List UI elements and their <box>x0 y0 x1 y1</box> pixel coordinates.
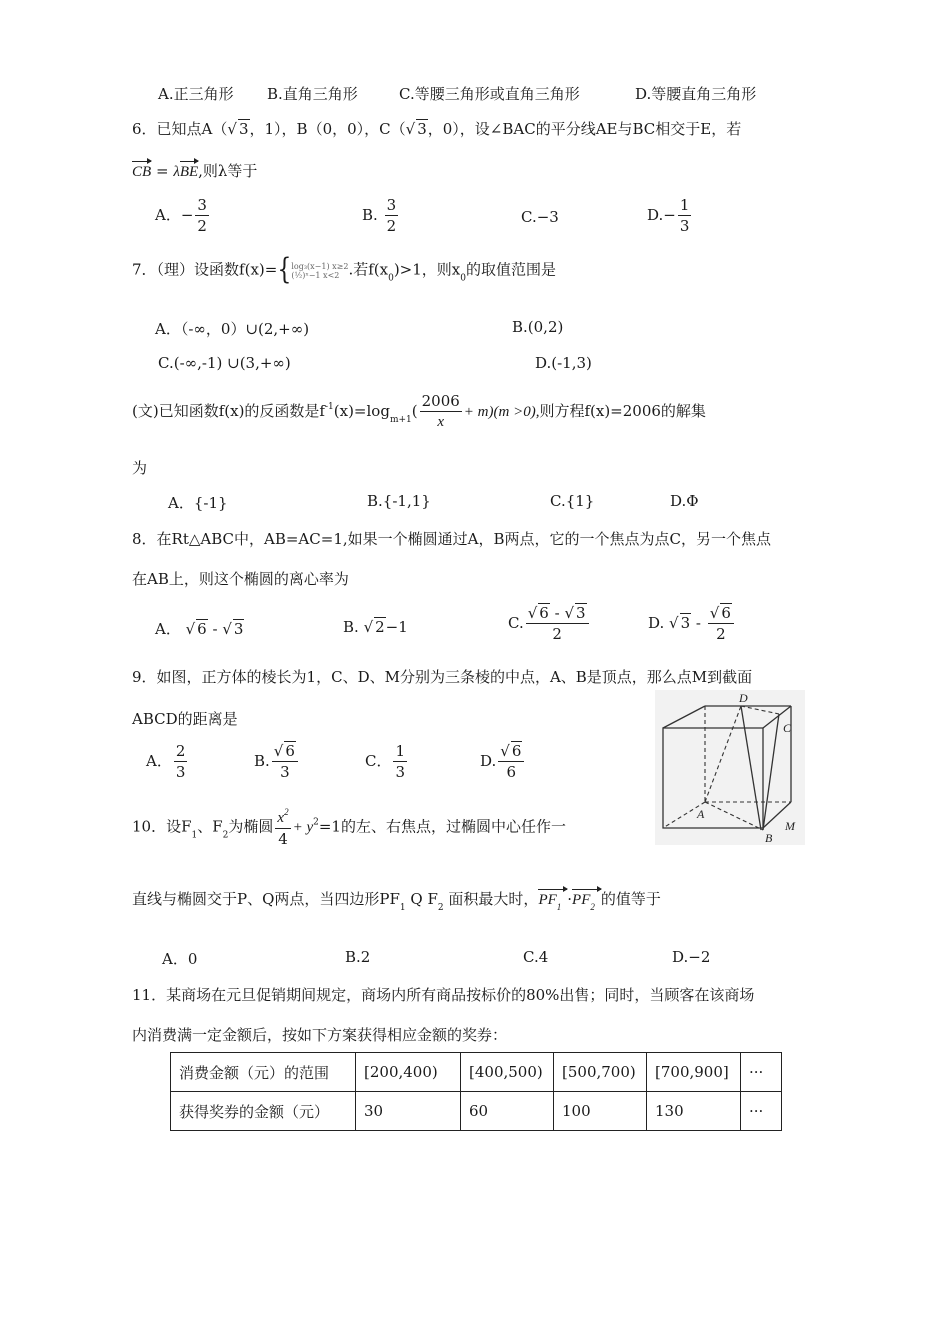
q10-line2 <box>132 888 661 913</box>
q8-c-r6: 6 <box>539 604 549 622</box>
q5-option-c: C.等腰三角形或直角三角形 <box>399 85 580 103</box>
q7w-plus-m: + m)(m >0), <box>463 404 540 420</box>
q9-b-den: 3 <box>280 763 290 781</box>
q8-a-r6: 6 <box>197 620 207 638</box>
q10-pf1-sub: 1 <box>556 902 562 912</box>
q9-option-a <box>146 744 189 780</box>
q10-mid1: 、F <box>197 817 223 836</box>
q7w-tail: 则方程f(x)=2006的解集 <box>539 402 706 420</box>
q6-a-den: 2 <box>197 217 207 235</box>
q7w-option-b: B.{-1,1} <box>367 492 431 510</box>
table-cell: ··· <box>741 1053 782 1092</box>
q7w-stem: (文)已知函数f(x)的反函数是$f^{-1}(x)=\log_{m+1}$( $\frac{2006}{x}$ + m)(m >0),则方程f(x)=2006的解集 <box>132 392 706 430</box>
q7w-option-c: C.{1} <box>550 492 595 510</box>
q10-option-a: A．0 <box>162 950 198 968</box>
q10-lead: 10．设F <box>132 817 192 836</box>
q10-pf1: PF <box>538 892 557 908</box>
q6-text-c: ，0），设∠BAC的平分线AE与BC相交于E，若 <box>427 120 742 138</box>
q10-line2-sub2: 2 <box>437 903 444 913</box>
q7-stem <box>132 254 556 287</box>
table-cell: 100 <box>554 1092 647 1131</box>
q10-option-c: C.4 <box>523 948 549 966</box>
q8-a-label: A． <box>155 620 181 638</box>
label-d: D <box>739 691 748 705</box>
q9-a-label: A． <box>146 752 172 770</box>
q6-vec-cb: CB <box>132 161 151 181</box>
q7w-option-d: D.Φ <box>670 492 699 510</box>
q7-piecewise <box>291 262 348 280</box>
q9-line2: ABCD的距离是 <box>132 710 238 728</box>
q7-tail-c: 的取值范围是 <box>465 260 556 279</box>
q9-a-den: 3 <box>175 763 186 781</box>
q7-piece-bottom: (½)ˣ−1 x<2 <box>291 270 340 280</box>
q7-option-c: C.(-∞,-1) ∪(3,+∞) <box>158 354 291 372</box>
q10-den4: 4 <box>278 830 288 848</box>
reward-table <box>170 1052 782 1131</box>
q10-dot: · <box>567 890 573 908</box>
q8-d-r6: 6 <box>721 604 731 622</box>
q9-option-d: D. $\frac{√ 6}{6}$ <box>480 744 526 780</box>
table-cell: [500,700) <box>554 1053 647 1092</box>
q6-option-b <box>362 198 400 234</box>
q10-mid2: 为椭圆 <box>228 817 274 836</box>
q7w-option-a: A．{-1} <box>168 494 228 512</box>
q7w-frac-num: 2006 <box>421 392 460 410</box>
q11-line1: 11．某商场在元旦促销期间规定，商场内所有商品按标价的80%出售；同时，当顾客在该商场 <box>132 986 755 1004</box>
table-cell: ··· <box>741 1092 782 1131</box>
q6-text-a: 已知点A（ <box>156 120 228 138</box>
q10-vec-pf2 <box>572 889 601 912</box>
q10-x: x <box>277 810 285 826</box>
q7w-lead: (文)已知函数f(x)的反函数是f <box>132 402 325 420</box>
q8-d-label: D. <box>648 614 665 632</box>
table-cell: [700,900] <box>647 1053 741 1092</box>
q6-b-num: 3 <box>386 196 397 214</box>
q8-a-r3: 3 <box>233 620 244 638</box>
q7-piece-top: log₃(x−1) x≥2 <box>291 261 349 271</box>
table-cell: [400,500) <box>461 1053 554 1092</box>
q10-option-b: B.2 <box>345 948 371 966</box>
q10-plus-y: + y <box>292 819 314 836</box>
q8-line2: 在AB上，则这个椭圆的离心率为 <box>132 570 349 588</box>
q6-b-den: 2 <box>386 217 397 235</box>
q8-b-r2: 2 <box>375 618 385 636</box>
q7-sub-0a: 0 <box>388 273 394 284</box>
q9-c-den: 3 <box>395 763 406 781</box>
q7-sub-0b: 0 <box>460 273 466 284</box>
brace-icon: { <box>277 254 292 287</box>
table-cell: 30 <box>356 1092 461 1131</box>
q7-tail-a: .若f(x <box>348 260 389 279</box>
q6-option-d <box>647 198 693 234</box>
q8-d-den: 2 <box>716 625 726 643</box>
q10-line2d: 的值等于 <box>600 890 661 908</box>
q6-eq: = <box>155 162 169 180</box>
q10-pf2: PF <box>572 892 591 908</box>
q6-stem: 6．已知点A（√ 3，1），B（0，0），C（√ 3，0），设∠BAC的平分线AE与BC相交于E，若 <box>132 120 742 138</box>
q10-sub1: 1 <box>191 830 198 841</box>
label-c: C <box>783 721 792 735</box>
q8-d-minus: - <box>695 614 701 632</box>
q6-option-d-label: D.− <box>647 206 676 224</box>
q8-d-r3: 3 <box>680 614 691 632</box>
q10-line2b: Q F <box>410 890 438 908</box>
q6-a-num: 3 <box>197 196 207 214</box>
q8-c-r3: 3 <box>576 604 586 622</box>
q9-d-rad: 6 <box>511 742 522 760</box>
q6-option-b-label: B. <box>362 206 378 224</box>
table-cell: 获得奖券的金额（元） <box>171 1092 356 1131</box>
q9-c-label: C． <box>365 752 392 770</box>
cube-figure <box>655 690 805 845</box>
table-cell: [200,400) <box>356 1053 461 1092</box>
q9-option-c <box>365 744 409 780</box>
q7w-cont: 为 <box>132 459 148 477</box>
q7-lead: 7．（理）设函数f(x)= <box>132 260 278 279</box>
q8-option-d: D. √ 3 - $\frac{√ 6}{2}$ <box>648 606 736 642</box>
q10-tail: =1的左、右焦点，过椭圆中心任作一 <box>318 817 566 836</box>
table-cell: 60 <box>461 1092 554 1131</box>
q6-vector-eq <box>132 160 257 181</box>
q6-text-d: ,则λ等于 <box>198 162 258 180</box>
q8-option-c: C. $\frac{√ 6 - √ 3}{2}$ <box>508 606 591 642</box>
q8-option-b: B. √ 2−1 <box>343 618 408 636</box>
q9-d-label: D. <box>480 752 497 770</box>
q5-option-b: B.直角三角形 <box>267 85 358 103</box>
q10-y-sq: 2 <box>313 817 319 828</box>
q10-line2a: 直线与椭圆交于P、Q两点，当四边形PF <box>132 890 400 908</box>
q7-option-d: D.(-1,3) <box>535 354 592 372</box>
label-a: A <box>697 807 705 821</box>
q6-d-num: 1 <box>679 196 690 214</box>
q9-option-b: B. $\frac{√ 6}{3}$ <box>254 744 300 780</box>
q6-option-a-label: A．− <box>155 206 194 224</box>
q8-a-minus: - <box>212 620 218 638</box>
label-b: B <box>765 831 773 845</box>
q6-text-b: ，1），B（0，0），C（ <box>249 120 406 138</box>
q7w-base: m+1 <box>389 415 412 425</box>
q7w-mid: (x)=log <box>333 402 390 420</box>
q8-option-a: A． √ 6 - √ 3 <box>155 620 244 638</box>
q9-b-label: B. <box>254 752 270 770</box>
q6-sqrt3-a: 3 <box>238 120 249 138</box>
table-row <box>171 1053 782 1092</box>
table-cell: 消费金额（元）的范围 <box>171 1053 356 1092</box>
label-m: M <box>785 819 795 833</box>
q6-sqrt3-b: 3 <box>417 120 427 138</box>
q8-b-tail: −1 <box>385 618 408 636</box>
table-row <box>171 1092 782 1131</box>
q9-line1: 9．如图，正方体的棱长为1，C、D、M分别为三条棱的中点，A、B是顶点，那么点M到截面 <box>132 668 753 686</box>
q5-option-a: A.正三角形 <box>158 85 234 103</box>
q10-stem <box>132 808 566 847</box>
q11-line2: 内消费满一定金额后，按如下方案获得相应金额的奖券： <box>132 1026 508 1044</box>
q10-x-sq: 2 <box>284 807 289 817</box>
q6-num: 6． <box>132 120 157 138</box>
q8-c-minus: - <box>554 604 560 622</box>
q10-option-d: D.−2 <box>672 948 711 966</box>
q10-sub2: 2 <box>222 830 229 841</box>
q8-c-den: 2 <box>552 625 562 643</box>
q9-c-num: 1 <box>395 742 406 760</box>
q8-line1: 8．在Rt△ABC中，AB=AC=1,如果一个椭圆通过A，B两点，它的一个焦点为点C，另一个焦点 <box>132 530 771 548</box>
q9-d-den: 6 <box>506 763 517 781</box>
q6-option-c: C.−3 <box>521 208 559 226</box>
q9-a-num: 2 <box>175 742 186 760</box>
q7-tail-b: )>1，则x <box>393 260 461 279</box>
q6-lambda: λ <box>173 164 180 180</box>
q6-option-a <box>155 198 211 234</box>
q7-option-a: A．（-∞，0）∪(2,+∞) <box>155 320 310 338</box>
q10-line2-sub1: 1 <box>399 903 406 913</box>
q6-vec-be: BE <box>180 161 198 181</box>
q6-d-den: 3 <box>679 217 690 235</box>
q9-b-rad: 6 <box>285 742 295 760</box>
q10-vec-pf1 <box>538 889 567 912</box>
table-cell: 130 <box>647 1092 741 1131</box>
q8-b-label: B. <box>343 618 359 636</box>
q7w-frac-den: x <box>437 414 445 430</box>
q8-c-label: C. <box>508 614 524 632</box>
q7w-inv-sup: -1 <box>324 402 334 412</box>
q5-option-d: D.等腰直角三角形 <box>635 85 757 103</box>
q10-line2c: 面积最大时， <box>448 890 539 908</box>
q10-pf2-sub: 2 <box>590 902 595 912</box>
q7-option-b: B.(0,2) <box>512 318 564 336</box>
